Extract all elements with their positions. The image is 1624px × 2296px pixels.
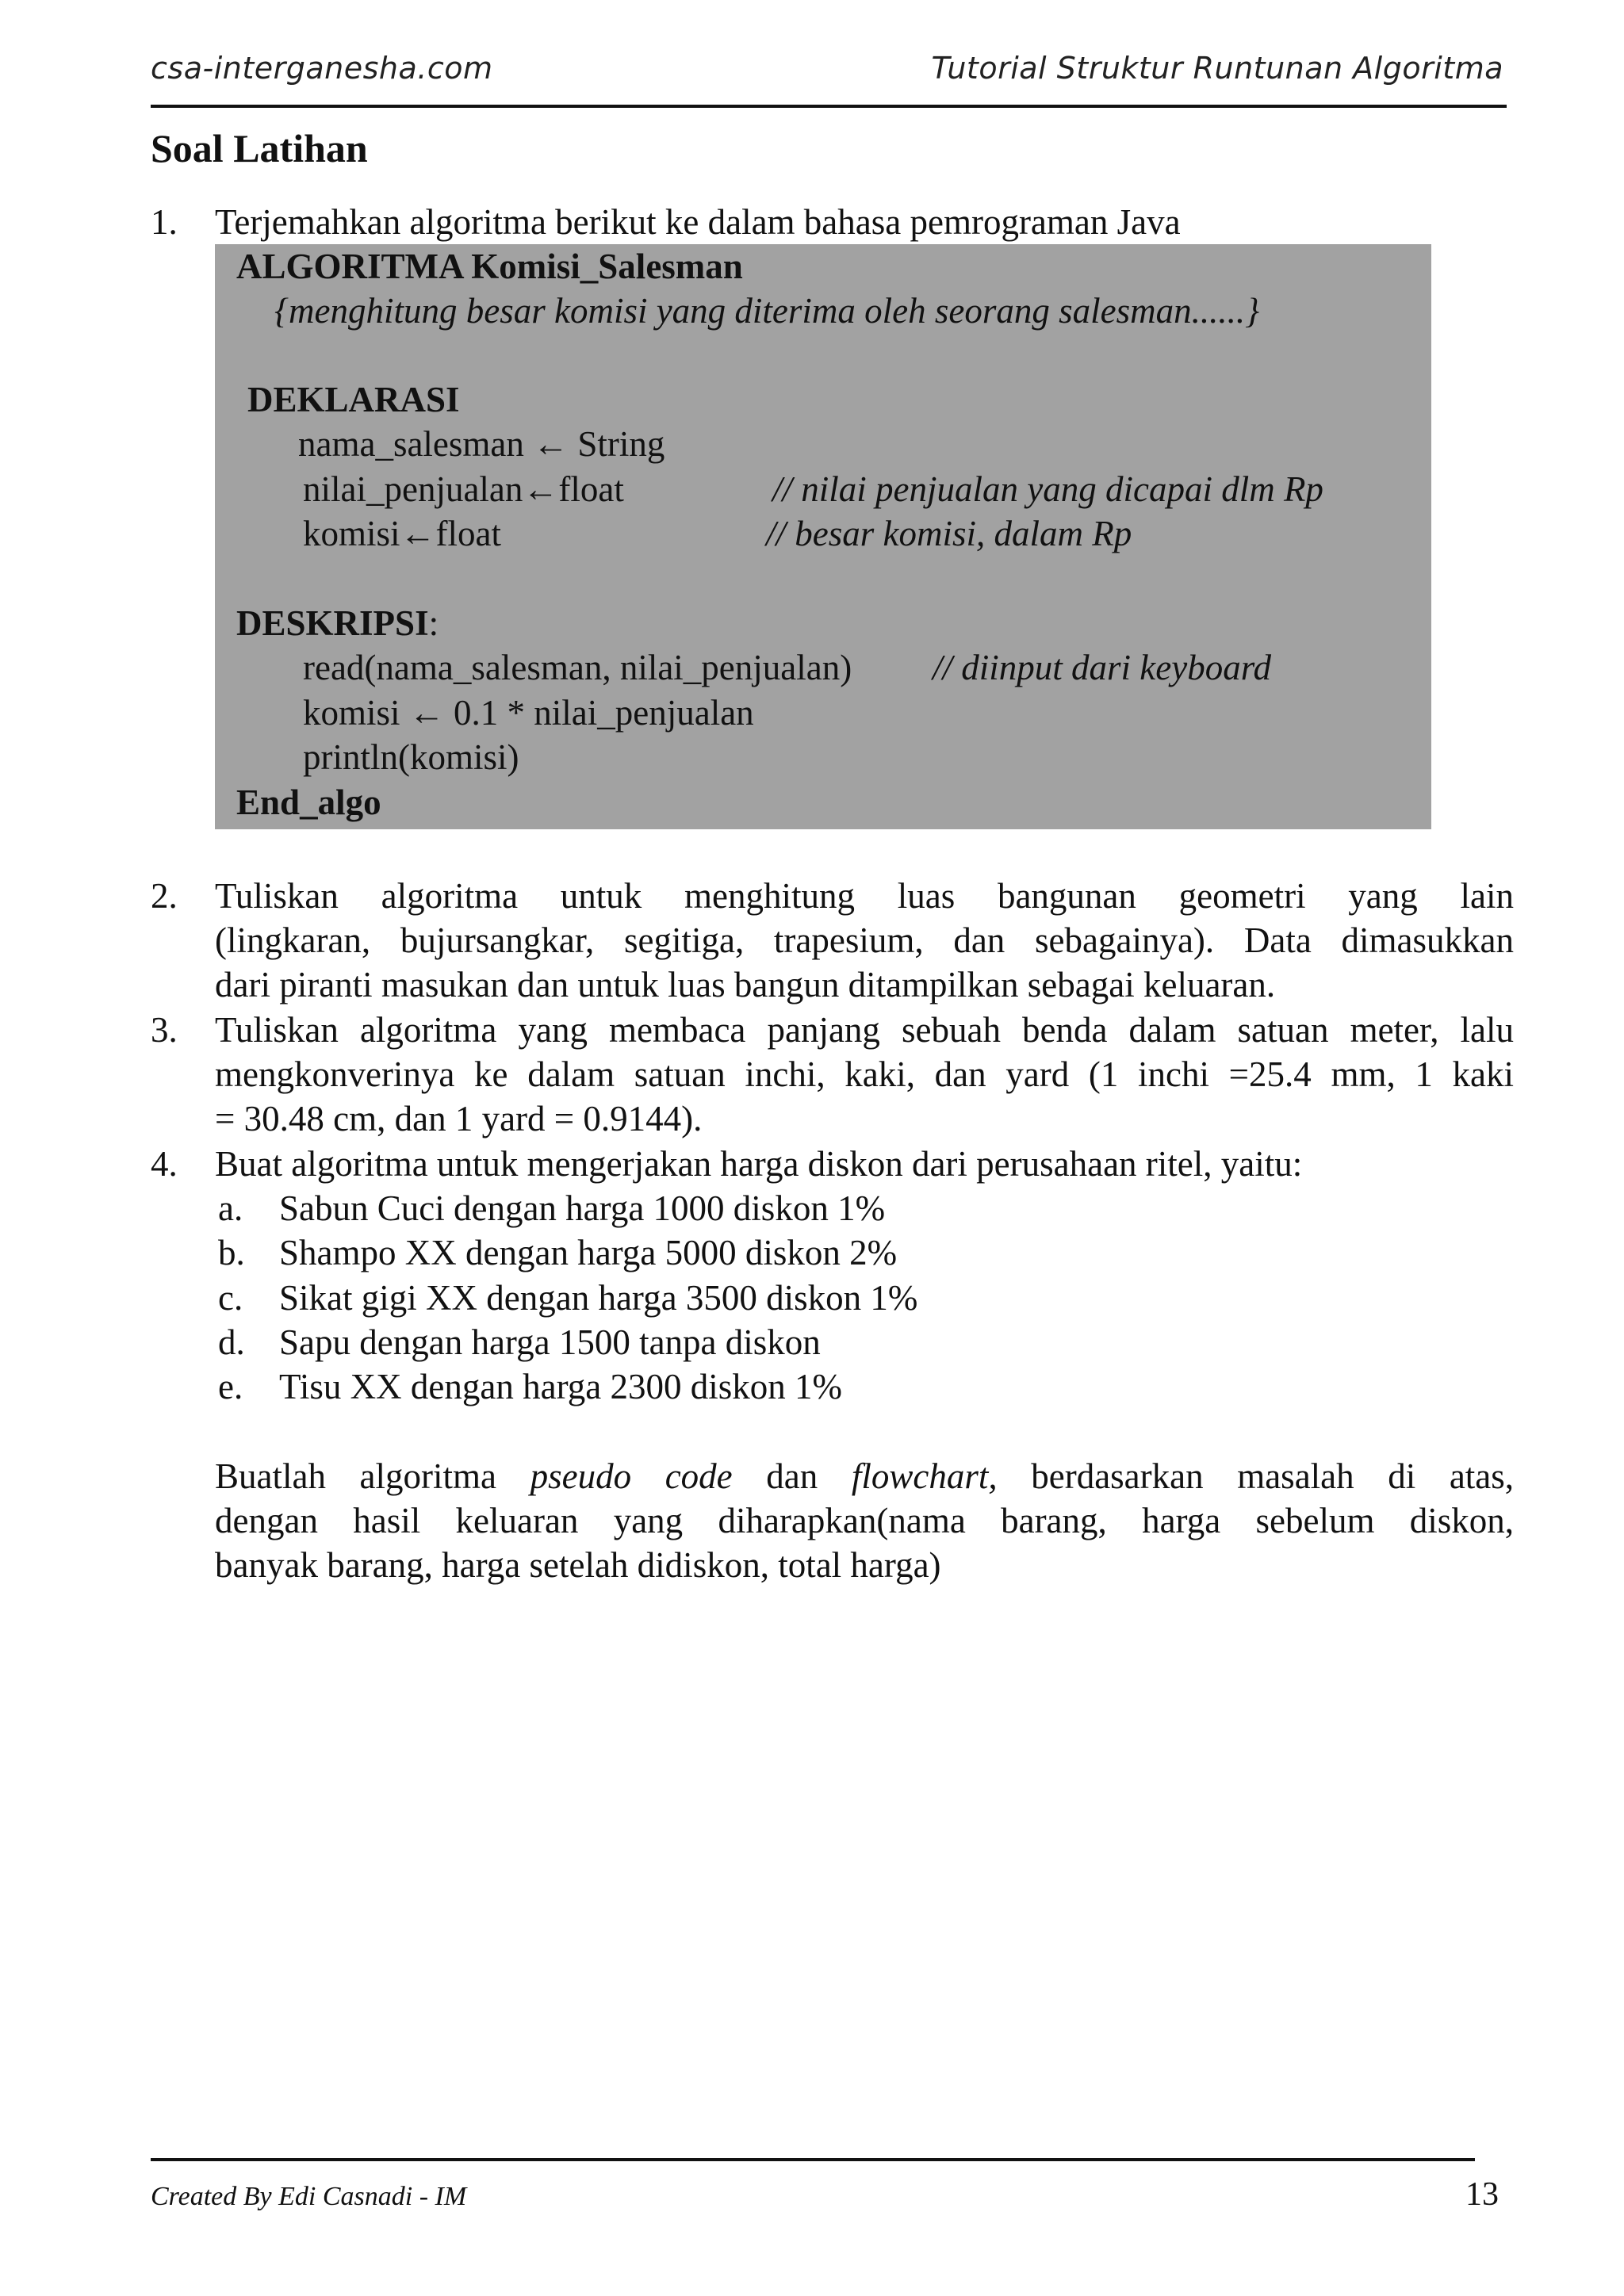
q4-para-line-2: dengan hasil keluaran yang diharapkan(nama barang, harga sebelum diskon, — [215, 1501, 1514, 1540]
q4-item-text: Tisu XX dengan harga 2300 diskon 1% — [279, 1367, 842, 1406]
q3-line-2: mengkonverinya ke dalam satuan inchi, kaki, dan yard (1 inchi =25.4 mm, 1 kaki — [215, 1054, 1514, 1094]
para-text: berdasarkan masalah di atas, — [1031, 1456, 1514, 1496]
q4-item-text: Sabun Cuci dengan harga 1000 diskon 1% — [279, 1188, 886, 1228]
q4-item-text: Sikat gigi XX dengan harga 3500 diskon 1% — [279, 1278, 918, 1318]
q4-item-letter: e. — [218, 1367, 243, 1406]
code-end: End_algo — [236, 783, 381, 822]
para-italic-pseudo-code: pseudo code — [530, 1456, 733, 1496]
q4-item-letter: b. — [218, 1233, 245, 1272]
q2-number: 2. — [151, 876, 178, 916]
code-decl-komisi-comment: // besar komisi, dalam Rp — [766, 514, 1132, 553]
q4-item-text: Shampo XX dengan harga 5000 diskon 2% — [279, 1233, 898, 1272]
para-text: dan — [766, 1456, 818, 1496]
code-decl-nilai-comment: // nilai penjualan yang dicapai dlm Rp — [772, 469, 1323, 509]
q4-text: Buat algoritma untuk mengerjakan harga diskon dari perusahaan ritel, yaitu: — [215, 1144, 1303, 1184]
q3-line-3: = 30.48 cm, dan 1 yard = 0.9144). — [215, 1099, 703, 1138]
q4-item-letter: a. — [218, 1188, 243, 1228]
deskripsi-colon: : — [428, 603, 439, 643]
para-text: Buatlah algoritma — [215, 1456, 497, 1496]
footer-author: Created By Edi Casnadi - IM — [151, 2182, 467, 2211]
code-decl-nilai-penjualan: nilai_penjualan←float — [303, 469, 624, 509]
header-site: csa-interganesha.com — [151, 51, 493, 86]
header-divider — [151, 105, 1507, 108]
q2-line-3: dari piranti masukan dan untuk luas bangun ditampilkan sebagai keluaran. — [215, 965, 1276, 1004]
q1-number: 1. — [151, 202, 178, 242]
header-title: Tutorial Struktur Runtunan Algoritma — [931, 51, 1503, 86]
code-stmt-read-comment: // diinput dari keyboard — [933, 648, 1272, 687]
code-comment: {menghitung besar komisi yang diterima oleh seorang salesman......} — [274, 291, 1260, 331]
q4-para-line-3: banyak barang, harga setelah didiskon, total harga) — [215, 1545, 941, 1585]
code-deskripsi-label — [236, 603, 439, 644]
code-decl-nama-salesman: nama_salesman ← String — [298, 424, 665, 464]
deskripsi-word: DESKRIPSI — [236, 603, 429, 643]
q3-line-1: Tuliskan algoritma yang membaca panjang sebuah benda dalam satuan meter, lalu — [215, 1010, 1514, 1050]
q3-number: 3. — [151, 1010, 178, 1050]
q1-text: Terjemahkan algoritma berikut ke dalam bahasa pemrograman Java — [215, 202, 1181, 242]
code-deklarasi-label: DEKLARASI — [247, 380, 460, 419]
code-stmt-read: read(nama_salesman, nilai_penjualan) — [303, 648, 852, 687]
footer-divider — [151, 2158, 1475, 2161]
section-heading: Soal Latihan — [151, 126, 368, 170]
q2-line-2: (lingkaran, bujursangkar, segitiga, trapesium, dan sebagainya). Data dimasukkan — [215, 920, 1514, 960]
code-decl-komisi: komisi←float — [303, 514, 501, 553]
page-number: 13 — [1465, 2176, 1499, 2213]
q4-item-letter: c. — [218, 1278, 243, 1318]
q4-item-letter: d. — [218, 1322, 245, 1362]
para-italic-flowchart: flowchart, — [851, 1456, 998, 1496]
code-stmt-komisi: komisi ← 0.1 * nilai_penjualan — [303, 693, 754, 733]
q4-number: 4. — [151, 1144, 178, 1184]
q4-para-line-1 — [215, 1456, 1514, 1500]
q4-item-text: Sapu dengan harga 1500 tanpa diskon — [279, 1322, 821, 1362]
code-title: ALGORITMA Komisi_Salesman — [236, 247, 743, 286]
code-stmt-println: println(komisi) — [303, 737, 519, 777]
q2-line-1: Tuliskan algoritma untuk menghitung luas bangunan geometri yang lain — [215, 876, 1514, 916]
